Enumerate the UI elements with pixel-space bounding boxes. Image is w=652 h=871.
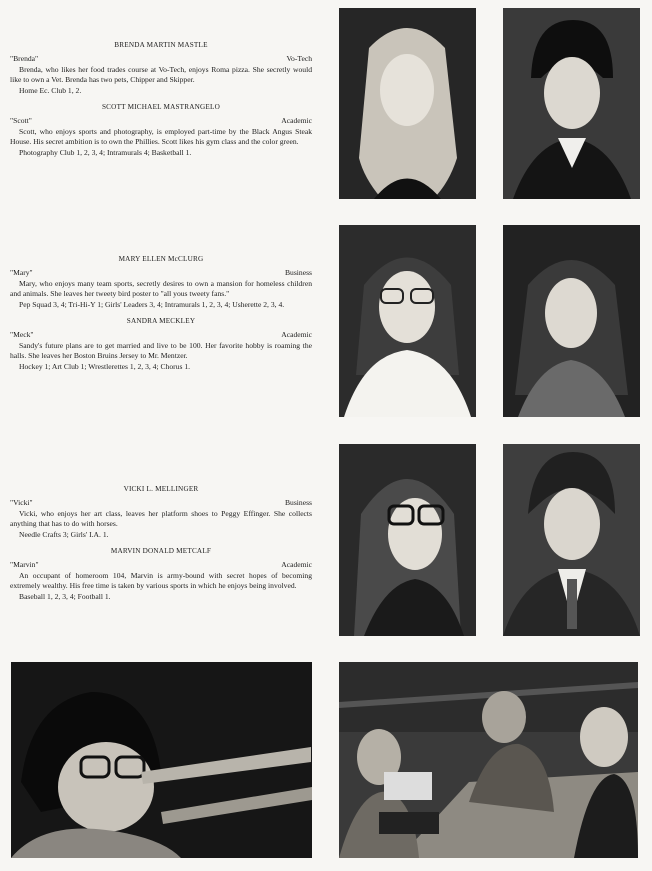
student-activities: Needle Crafts 3; Girls' I.A. 1. <box>19 529 109 539</box>
portrait-photo <box>339 225 476 417</box>
student-activities: Hockey 1; Art Club 1; Wrestlerettes 1, 2, 3, 4; Chorus 1. <box>19 361 191 371</box>
student-activities: Photography Club 1, 2, 3, 4; Intramurals 4; Basketball 1. <box>19 147 192 157</box>
student-nickname: "Meck" <box>10 330 34 340</box>
bio-group-1 <box>10 40 312 164</box>
student-bio: An occupant of homeroom 104, Marvin is army-bound with secret hopes of becoming extremely wealthy. His free time is taken by various sports in which he enjoys being involved. <box>10 570 312 591</box>
student-name: SANDRA MECKLEY <box>126 317 196 326</box>
student-bio: Scott, who enjoys sports and photography, is employed part-time by the Black Angus Steak House. His secret ambition is to own the Phillies. Scott likes his gym class and the color green. <box>10 126 312 147</box>
student-bio: Vicki, who enjoys her art class, leaves her platform shoes to Peggy Effinger. She collects anything that has to do with horses. <box>10 508 312 529</box>
portrait-photo <box>503 444 640 636</box>
student-name: MARVIN DONALD METCALF <box>110 547 212 556</box>
student-activities: Home Ec. Club 1, 2. <box>19 85 82 95</box>
student-name: BRENDA MARTIN MASTLE <box>114 41 208 49</box>
portrait-photo <box>339 444 476 636</box>
student-nickname: "Brenda" <box>10 54 39 64</box>
student-nickname: "Scott" <box>10 116 32 126</box>
student-name: MARY ELLEN McCLURG <box>118 255 204 263</box>
bio-group-3 <box>10 484 312 608</box>
student-activities: Pep Squad 3, 4; Tri-Hi-Y 1; Girls' Leaders 3, 4; Intramurals 1, 2, 3, 4; Usherette 2, 3, 4. <box>19 299 285 309</box>
student-nickname: "Marvin" <box>10 560 39 570</box>
student-nickname: "Mary" <box>10 268 33 278</box>
student-bio: Brenda, who likes her food trades course at Vo-Tech, enjoys Roma pizza. She secretly would like to own a Vet. Brenda has two pets, Chipper and Skipper. <box>10 64 312 85</box>
student-nickname: "Vicki" <box>10 498 33 508</box>
student-course: Academic <box>281 560 312 570</box>
portrait-photo <box>339 8 476 199</box>
student-course: Academic <box>281 330 312 340</box>
portrait-photo <box>503 8 640 199</box>
student-activities: Baseball 1, 2, 3, 4; Football 1. <box>19 591 111 601</box>
student-course: Academic <box>281 116 312 126</box>
student-course: Vo-Tech <box>286 54 312 64</box>
student-course: Business <box>284 268 312 278</box>
student-course: Business <box>284 498 312 508</box>
student-name: VICKI L. MELLINGER <box>123 485 199 493</box>
bio-group-2 <box>10 254 312 378</box>
portrait-photo <box>503 225 640 417</box>
candid-photo <box>11 662 312 858</box>
student-bio: Sandy's future plans are to get married and live to be 100. Her favorite hobby is roaming the halls. She leaves her Boston Bruins Jersey to Mr. Mentzer. <box>10 340 312 361</box>
student-bio: Mary, who enjoys many team sports, secretly desires to own a mansion for homeless children and animals. She leaves her tweety bird poster to "all yous tweety fans." <box>10 278 312 299</box>
candid-photo <box>339 662 638 858</box>
student-name: SCOTT MICHAEL MASTRANGELO <box>101 103 220 112</box>
